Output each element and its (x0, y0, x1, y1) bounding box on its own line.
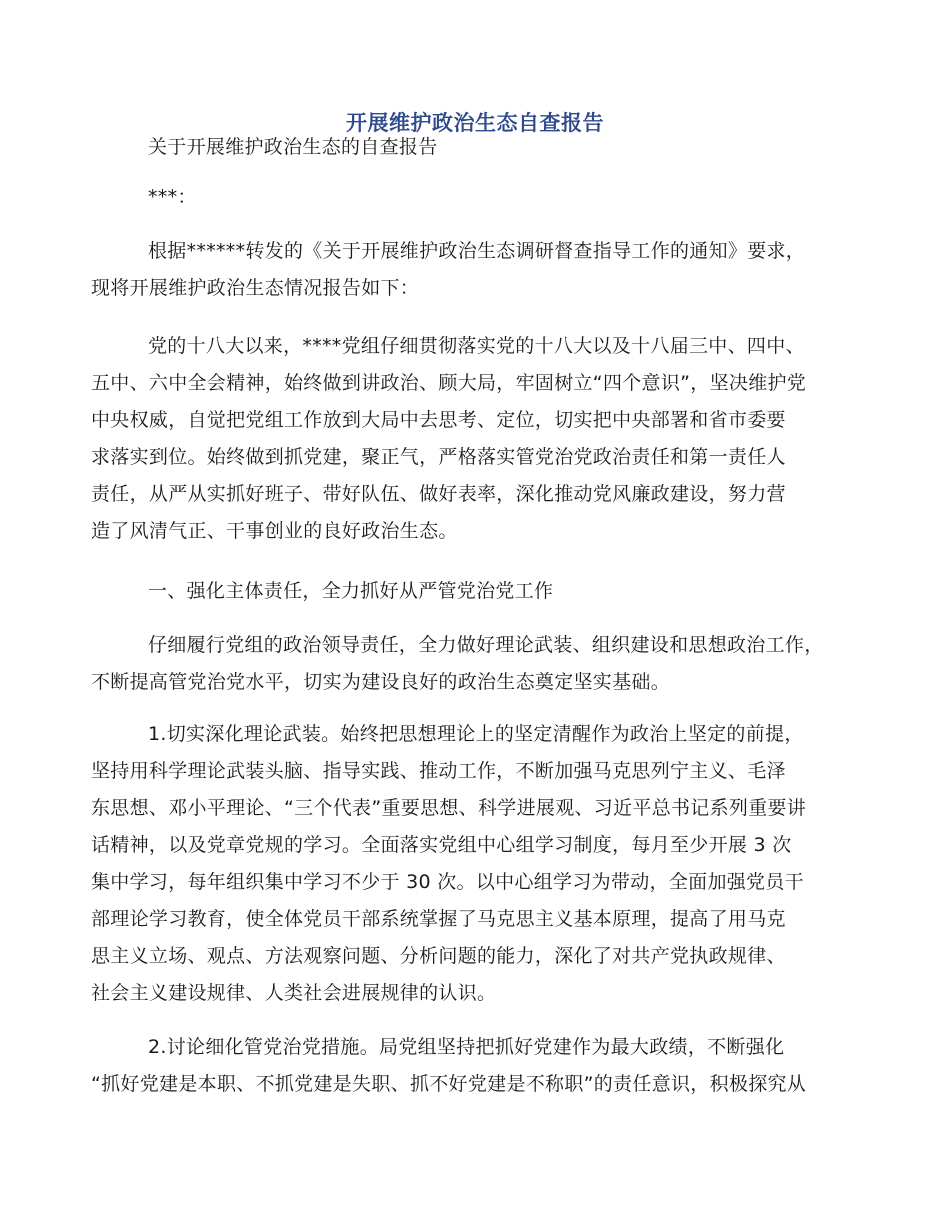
text-line: 话精神，以及党章党规的学习。全面落实党组中心组学习制度，每月至少开展 3 次 (91, 834, 792, 856)
document-subtitle (91, 129, 871, 166)
text-line: 责任，从严从实抓好班子、带好队伍、做好表率，深化推动党风廉政建设，努力营 (91, 483, 786, 505)
text-line: 党的十八大以来，****党组仔细贯彻落实党的十八大以及十八届三中、四中、 (148, 335, 805, 357)
text-line: 思主义立场、观点、方法观察问题、分析问题的能力，深化了对共产党执政规律、 (91, 945, 786, 967)
text-line: 社会主义建设规律、人类社会进展规律的认识。 (91, 982, 497, 1004)
section-heading-1 (91, 573, 871, 610)
text-line: 造了风清气正、干事创业的良好政治生态。 (91, 520, 458, 542)
text-line: 坚持用科学理论武装头脑、指导实践、推动工作，不断加强马克思列宁主义、毛泽 (91, 760, 786, 782)
paragraph-3 (91, 627, 871, 701)
text-line: 现将开展维护政治生态情况报告如下： (91, 277, 420, 299)
text-line: 仔细履行党组的政治领导责任，全力做好理论武装、组织建设和思想政治工作， (148, 634, 824, 656)
text-line: 集中学习，每年组织集中学习不少于 30 次。以中心组学习为带动，全面加强党员干 (91, 871, 804, 893)
text-line: 一、强化主体责任，全力抓好从严管党治党工作 (148, 580, 554, 602)
paragraph-1 (91, 233, 871, 307)
subtitle-line: 关于开展维护政治生态的自查报告 (148, 136, 438, 158)
salutation-line: ***： (148, 186, 197, 208)
text-line: “抓好党建是本职、不抓党建是失职、抓不好党建是不称职”的责任意识，积极探究从 (91, 1073, 807, 1095)
paragraph-2 (91, 328, 871, 550)
document-title: 开展维护政治生态自查报告 (346, 111, 604, 135)
text-line: 中央权威，自觉把党组工作放到大局中去思考、定位，切实把中央部署和省市委要 (91, 409, 786, 431)
text-line: 1.切实深化理论武装。始终把思想理论上的坚定清醒作为政治上坚定的前提， (148, 723, 804, 745)
text-line: 根据******转发的《关于开展维护政治生态调研督查指导工作的通知》要求， (148, 240, 806, 262)
paragraph-4 (91, 716, 871, 1012)
text-line: 2.讨论细化管党治党措施。局党组坚持把抓好党建作为最大政绩，不断强化 (148, 1036, 785, 1058)
text-line: 东思想、邓小平理论、“三个代表”重要思想、科学进展观、习近平总书记系列重要讲 (91, 797, 807, 819)
text-line: 求落实到位。始终做到抓党建，聚正气，严格落实管党治党政治责任和第一责任人 (91, 446, 786, 468)
text-line: 不断提高管党治党水平，切实为建设良好的政治生态奠定坚实基础。 (91, 671, 671, 693)
paragraph-5 (91, 1029, 871, 1103)
salutation (91, 179, 871, 216)
text-line: 五中、六中全会精神，始终做到讲政治、顾大局，牢固树立“四个意识”，坚决维护党 (91, 372, 807, 394)
text-line: 部理论学习教育，使全体党员干部系统掌握了马克思主义基本原理，提高了用马克 (91, 908, 786, 930)
